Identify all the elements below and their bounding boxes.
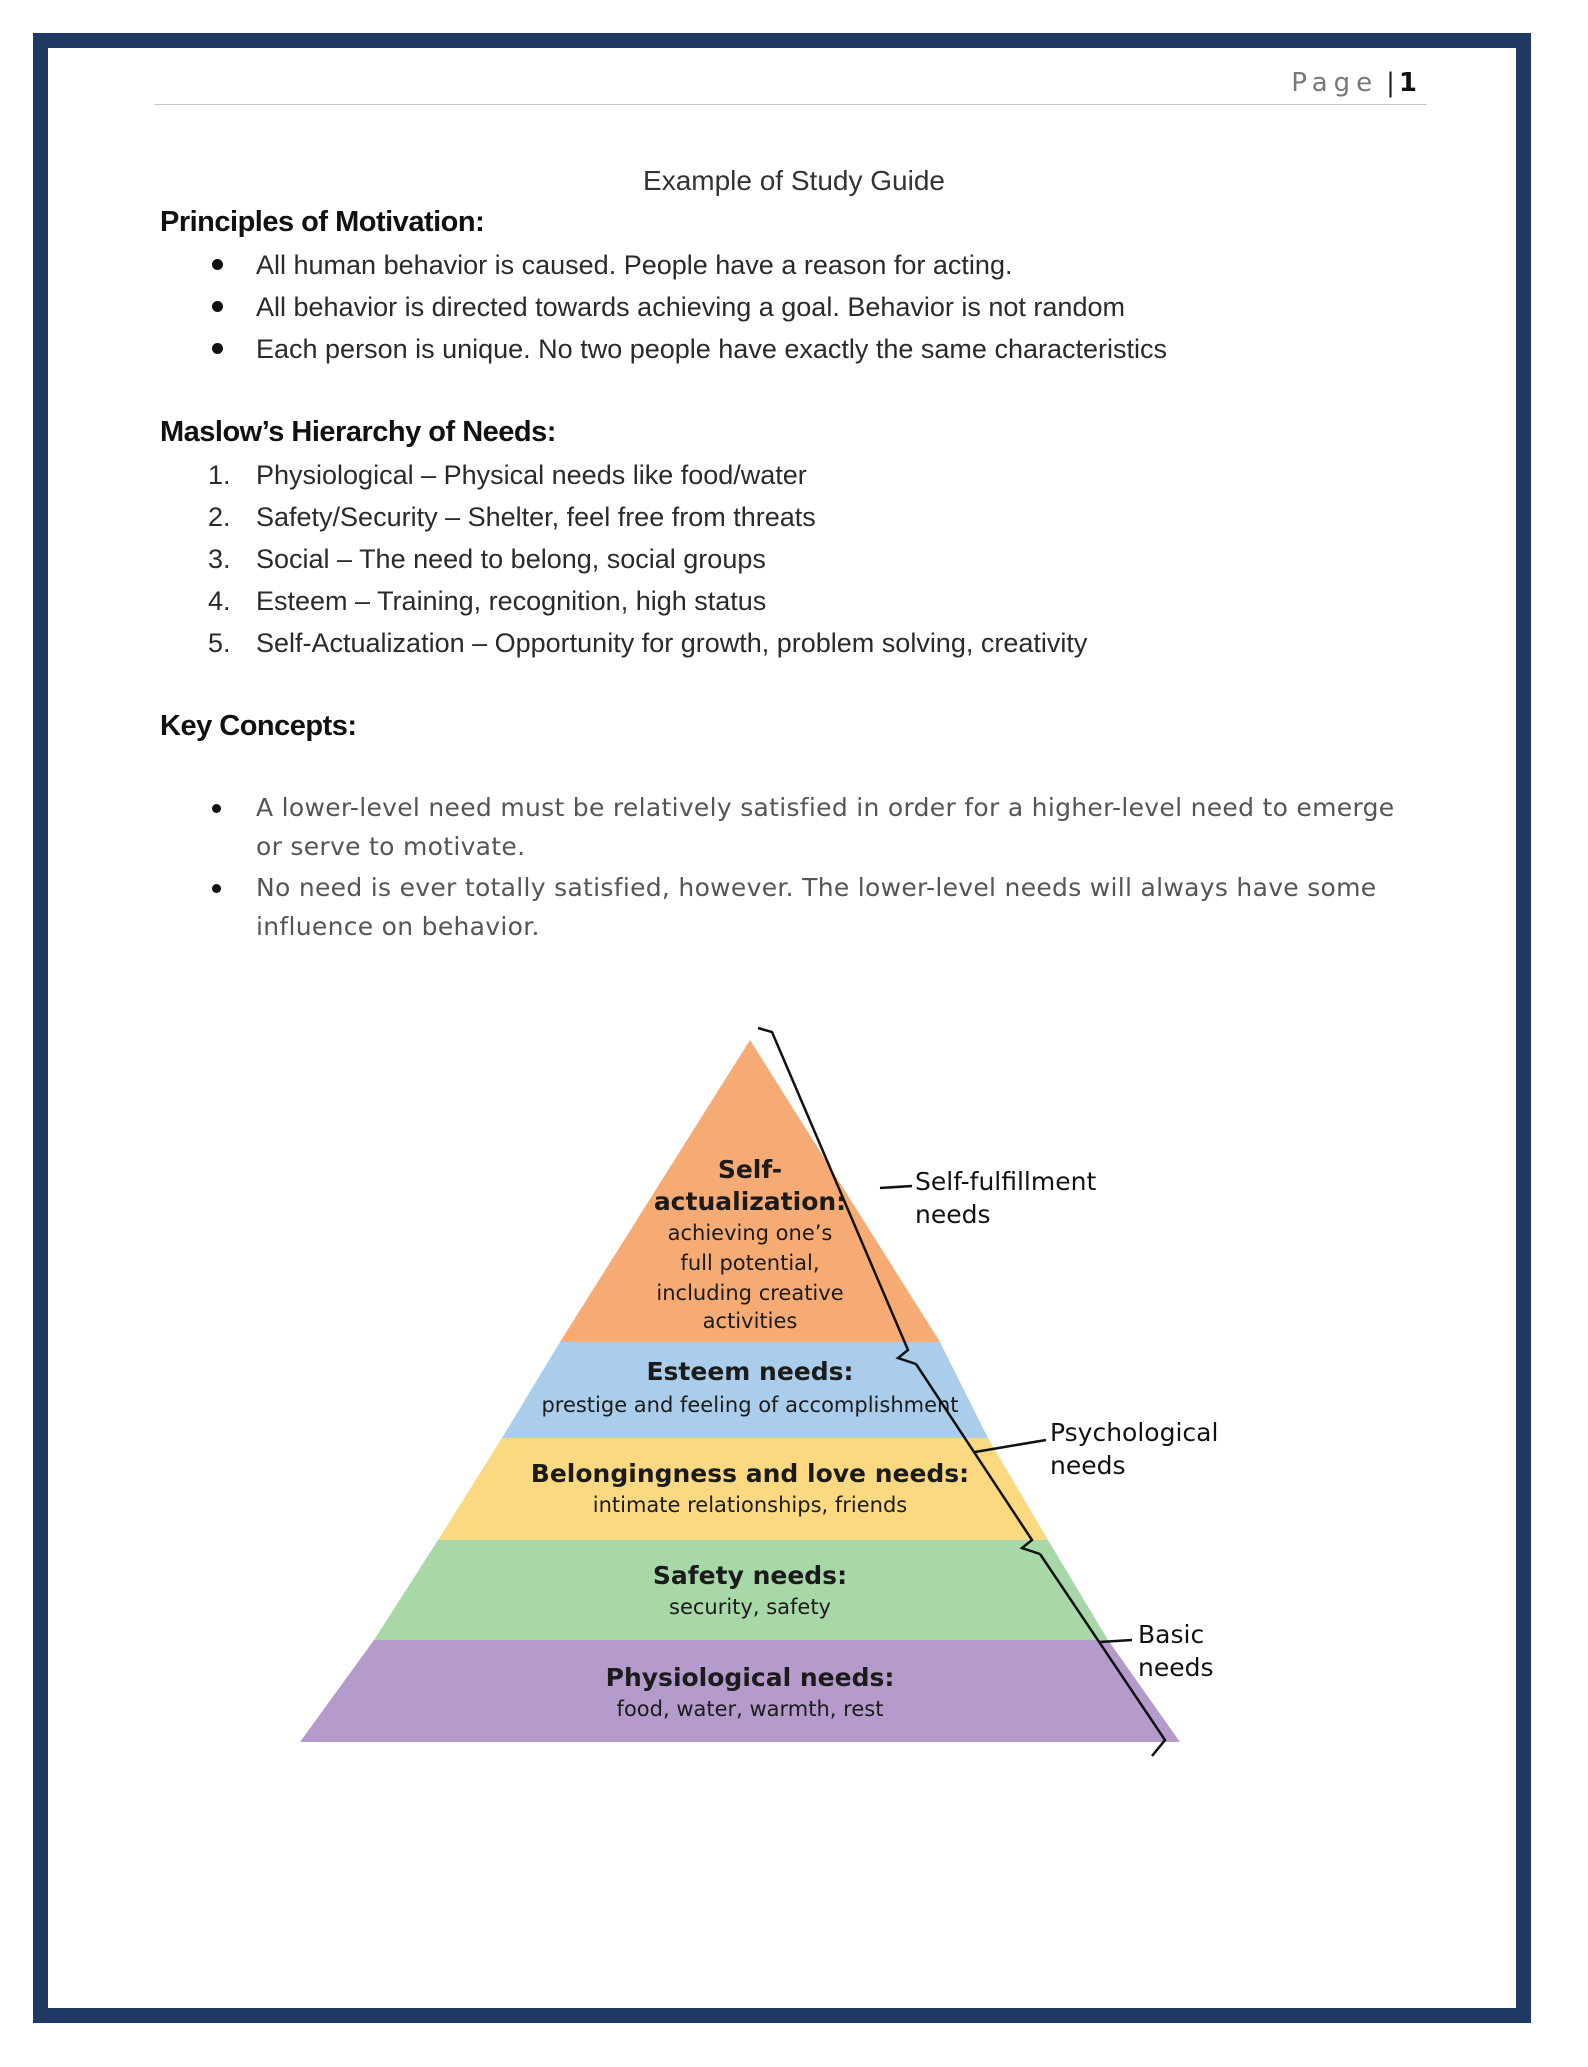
tick-self-fulfillment xyxy=(880,1186,912,1188)
tier-title: Esteem needs: xyxy=(646,1357,854,1386)
maslow-pyramid-diagram xyxy=(270,1020,1290,1760)
list-item: All human behavior is caused. People have a reason for acting. xyxy=(208,244,1167,286)
group-label: needs xyxy=(1138,1653,1214,1682)
group-label: needs xyxy=(1050,1451,1126,1480)
pyramid-tier-safety xyxy=(374,1540,1108,1640)
maslow-list xyxy=(208,454,1087,664)
list-item: A lower-level need must be relatively satisfied in order for a higher-level need to emerge or serve to motivate. xyxy=(208,788,1418,866)
group-label: needs xyxy=(915,1200,991,1229)
tier-description: food, water, warmth, rest xyxy=(616,1697,884,1721)
tier-description: activities xyxy=(702,1309,798,1333)
pyramid-tier-belongingness xyxy=(438,1438,1048,1540)
maslow-heading: Maslow’s Hierarchy of Needs: xyxy=(160,416,556,448)
list-item: All behavior is directed towards achieving a goal. Behavior is not random xyxy=(208,286,1167,328)
list-item: 2. Safety/Security – Shelter, feel free from threats xyxy=(208,502,816,532)
tier-title: Physiological needs: xyxy=(605,1663,895,1692)
group-label: Basic xyxy=(1138,1620,1205,1649)
list-item: 3. Social – The need to belong, social groups xyxy=(208,544,766,574)
tier-description: including creative xyxy=(656,1281,844,1305)
tier-description: full potential, xyxy=(680,1251,820,1275)
list-item: 1. Physiological – Physical needs like food/water xyxy=(208,460,807,490)
tier-description: achieving one’s xyxy=(667,1221,833,1245)
tier-title: Safety needs: xyxy=(652,1561,848,1590)
page-number: 1 xyxy=(1398,68,1417,98)
key-concepts-heading: Key Concepts: xyxy=(160,710,357,742)
document-title: Example of Study Guide xyxy=(643,165,945,196)
page-word: Page xyxy=(1291,68,1379,98)
tier-title: actualization: xyxy=(653,1187,847,1216)
group-label: Psychological xyxy=(1050,1418,1219,1447)
principles-heading: Principles of Motivation: xyxy=(160,206,485,238)
tier-description: prestige and feeling of accomplishment xyxy=(541,1393,959,1417)
tier-description: intimate relationships, friends xyxy=(592,1493,908,1517)
list-item: 5. Self-Actualization – Opportunity for growth, problem solving, creativity xyxy=(208,628,1088,658)
principles-list xyxy=(208,244,1167,370)
tier-description: security, safety xyxy=(669,1595,831,1619)
page-number-header: Page | 1 xyxy=(1291,68,1417,98)
key-concepts-list xyxy=(208,788,1418,948)
tier-title: Belongingness and love needs: xyxy=(530,1459,970,1488)
list-item: No need is ever totally satisfied, however. The lower-level needs will always have some influence on behavior. xyxy=(208,868,1418,946)
header-rule xyxy=(155,104,1427,105)
list-item: Each person is unique. No two people have exactly the same characteristics xyxy=(208,328,1167,370)
tier-title: Self- xyxy=(717,1155,783,1184)
group-label: Self-fulfillment xyxy=(915,1167,1097,1196)
list-item: 4. Esteem – Training, recognition, high status xyxy=(208,586,767,616)
